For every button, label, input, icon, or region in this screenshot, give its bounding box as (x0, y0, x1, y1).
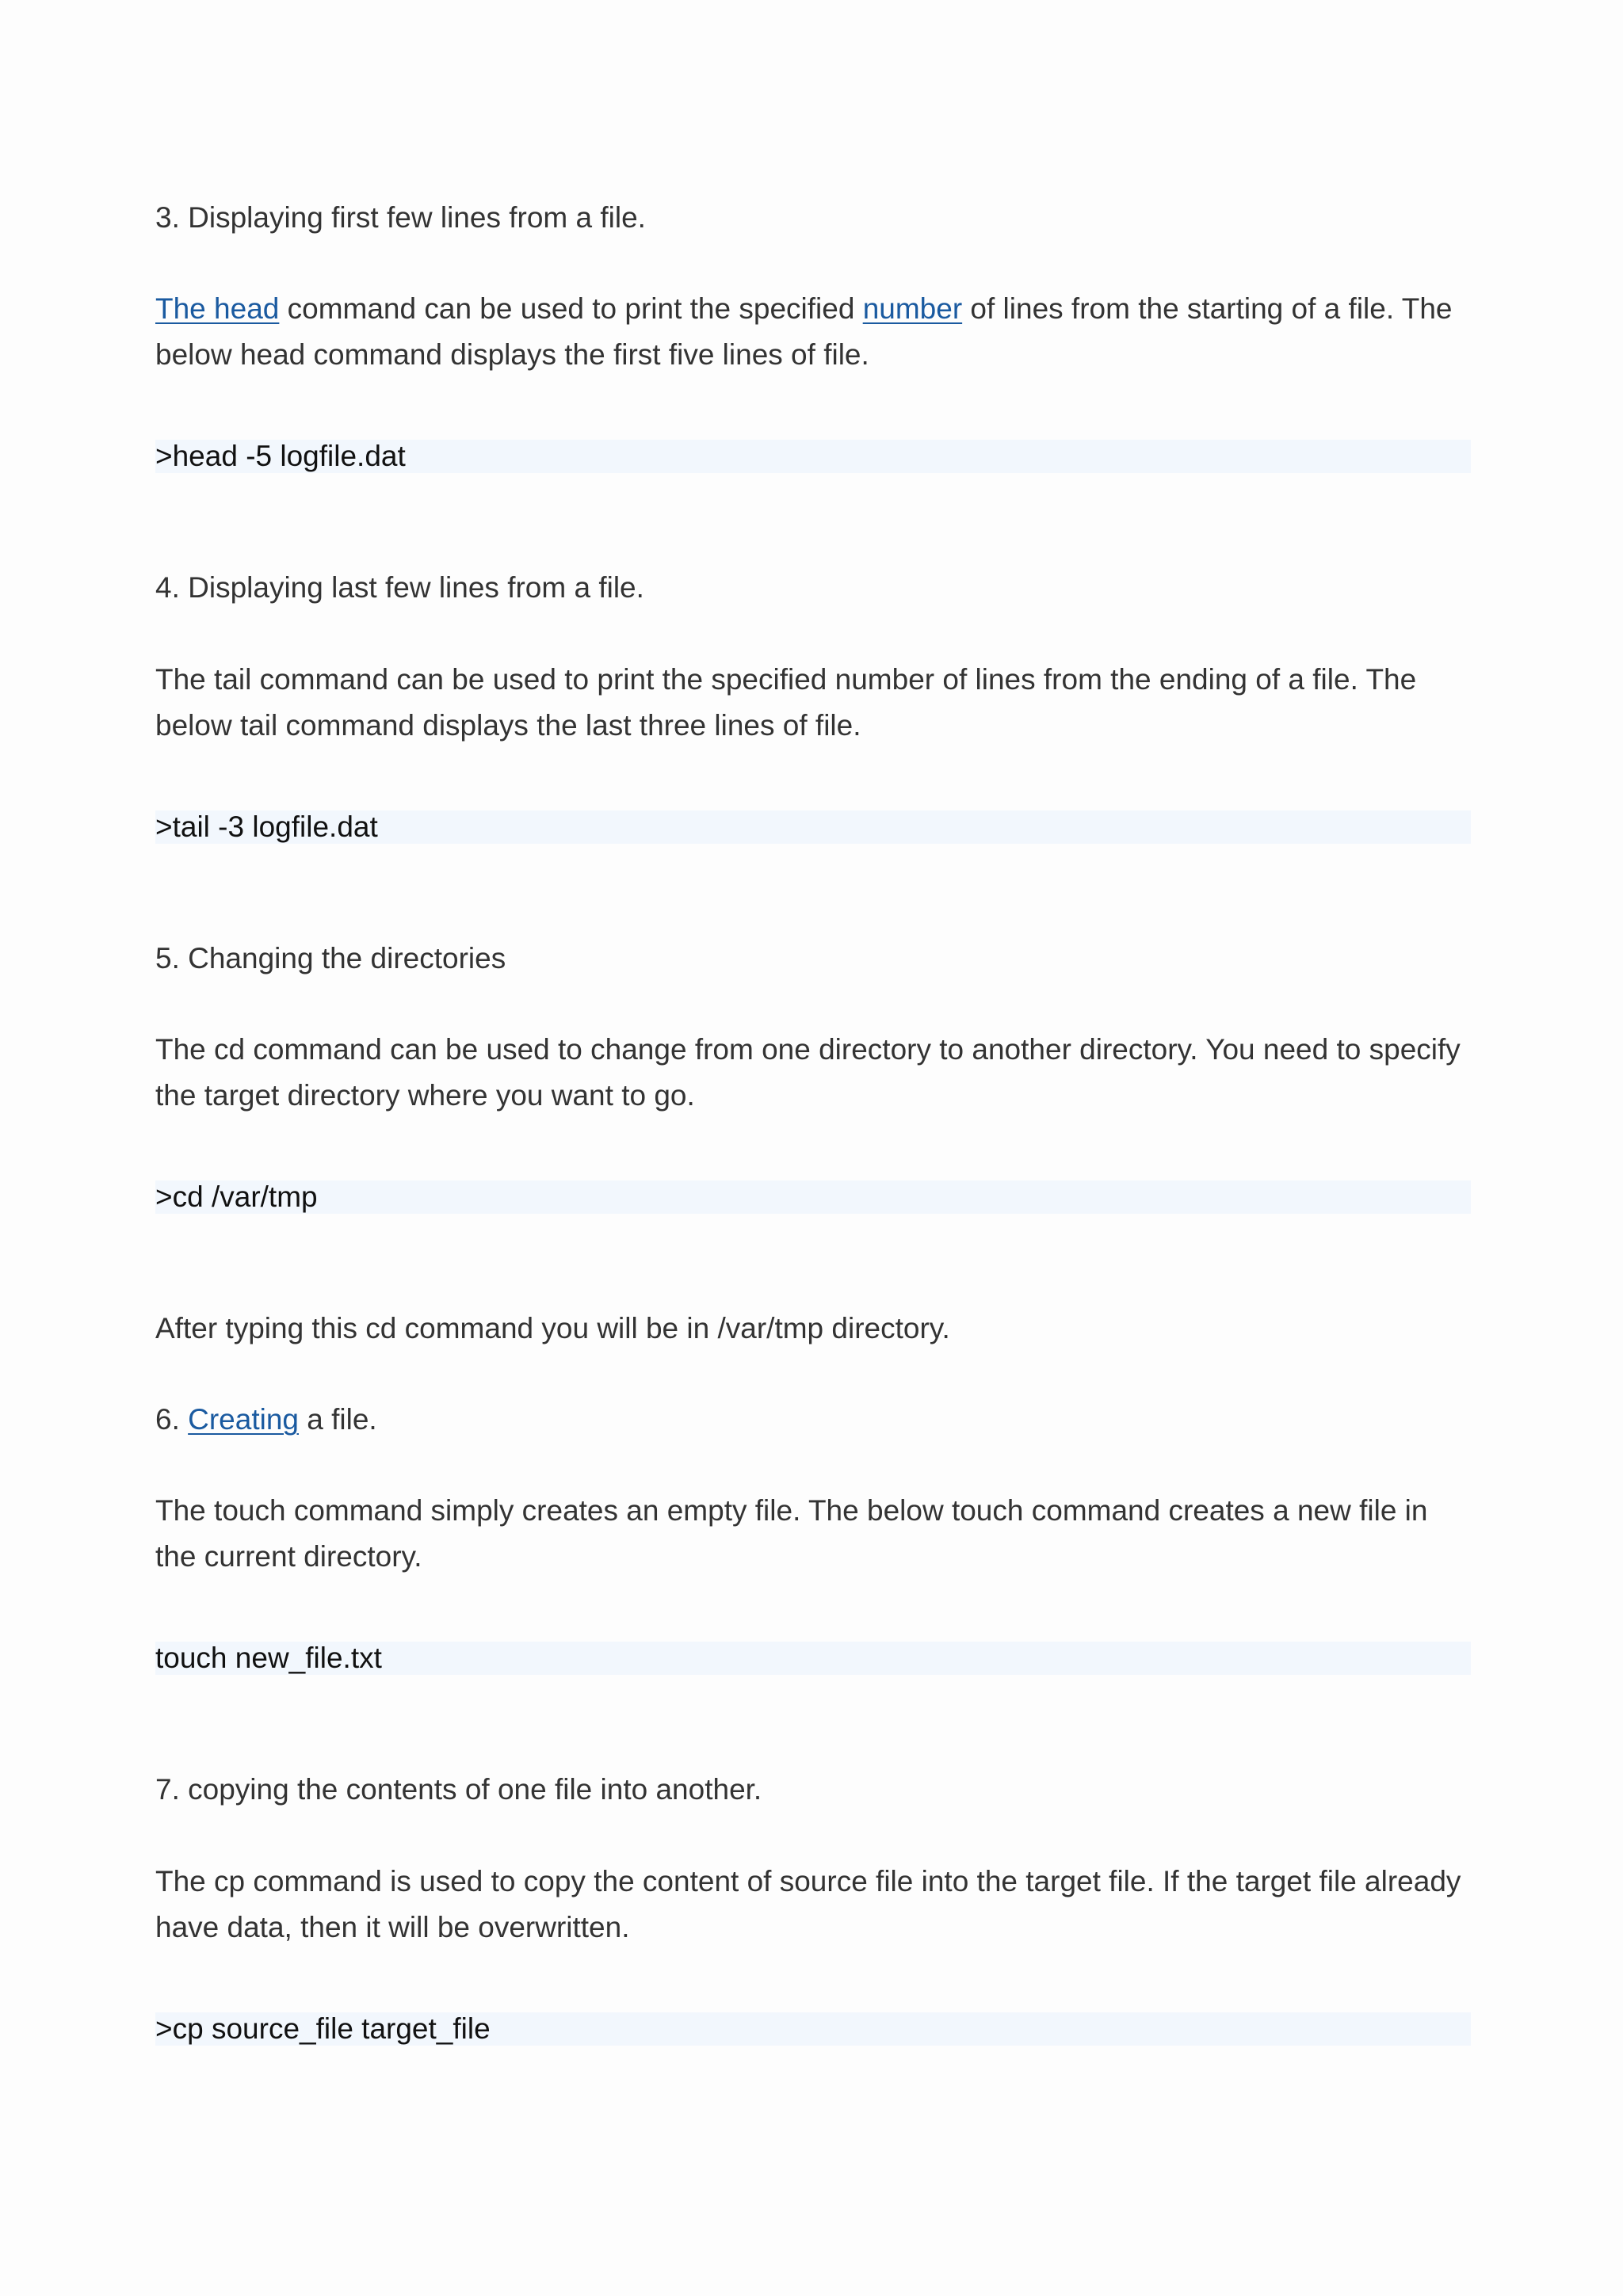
code-block-head: >head -5 logfile.dat (155, 440, 1471, 473)
paragraph-text: of lines from the starting of a file. The below head command displays the first five lines of file. (155, 292, 1453, 371)
code-block-cp: >cp source_file target_file (155, 2012, 1471, 2046)
paragraph-text: command can be used to print the specified (279, 292, 863, 325)
section-heading-head: 3. Displaying first few lines from a file. (155, 201, 646, 234)
the-head-link[interactable]: The head (155, 292, 280, 325)
section-paragraph-head (155, 286, 1471, 378)
section-paragraph-touch: The touch command simply creates an empty file. The below touch command creates a new file in the current directory. (155, 1494, 1428, 1573)
heading-prefix: 6. (155, 1403, 189, 1436)
section-heading-cp: 7. copying the contents of one file into another. (155, 1773, 762, 1806)
section-heading-touch (155, 1397, 1471, 1443)
section-heading-cd: 5. Changing the directories (155, 942, 506, 974)
code-block-touch: touch new_file.txt (155, 1642, 1471, 1675)
section-paragraph-cp: The cp command is used to copy the content of source file into the target file. If the target file already have data, then it will be overwritten. (155, 1865, 1461, 1943)
code-block-tail: >tail -3 logfile.dat (155, 810, 1471, 844)
creating-link[interactable]: Creating (188, 1403, 299, 1436)
number-link[interactable]: number (862, 292, 963, 325)
heading-suffix: a file. (299, 1403, 377, 1436)
code-block-cd: >cd /var/tmp (155, 1180, 1471, 1214)
section-heading-tail: 4. Displaying last few lines from a file. (155, 571, 644, 604)
section-paragraph-cd: The cd command can be used to change from one directory to another directory. You need to specify the target directory where you want to go. (155, 1033, 1461, 1112)
section-paragraph-tail: The tail command can be used to print the specified number of lines from the ending of a file. The below tail command displays the last three lines of file. (155, 663, 1417, 742)
section-after-cd: After typing this cd command you will be in /var/tmp directory. (155, 1312, 950, 1344)
